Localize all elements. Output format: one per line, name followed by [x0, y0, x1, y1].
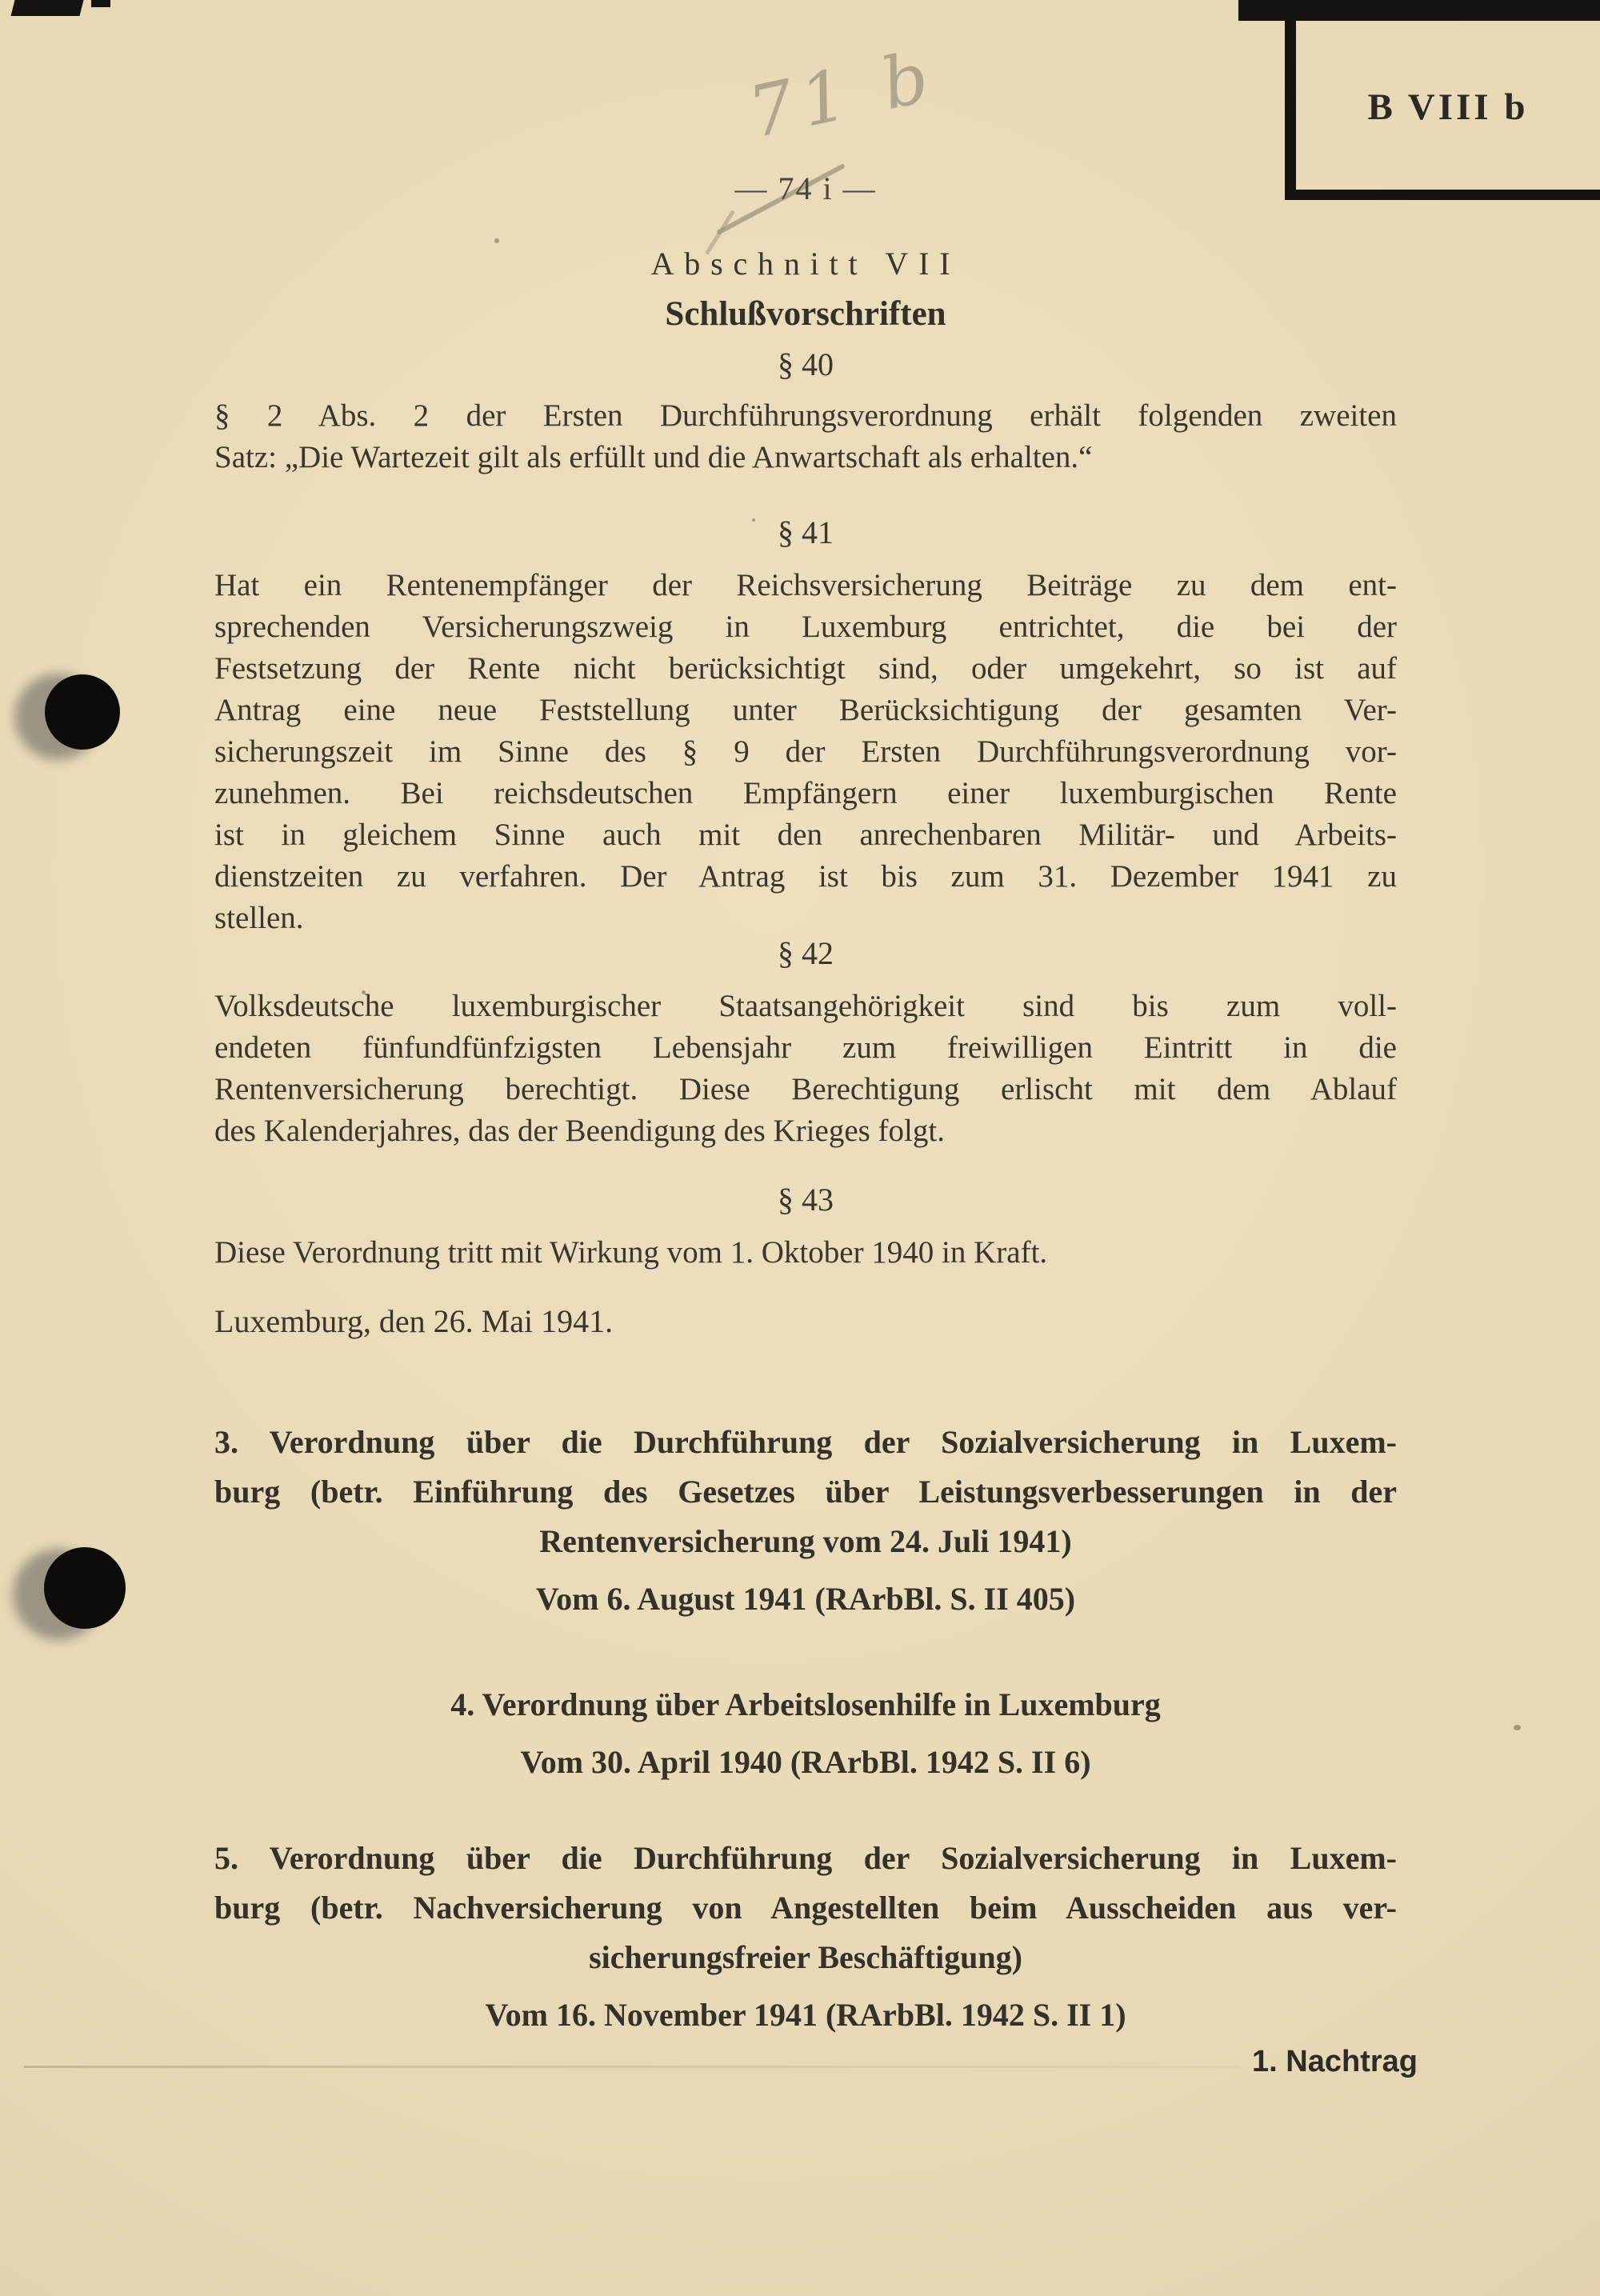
paragraph-41	[214, 565, 1397, 939]
text-line: zunehmen. Bei reichsdeutschen Empfängern einer luxemburgischen Rente	[214, 776, 1397, 810]
ordinance-item-3	[214, 1418, 1397, 1624]
text-line: Rentenversicherung berechtigt. Diese Berechtigung erlischt mit dem Ablauf	[214, 1072, 1397, 1106]
addendum-footer: 1. Nachtrag	[1252, 2045, 1418, 2078]
section-heading: Abschnitt VII	[650, 246, 961, 282]
paragraph-42	[214, 986, 1397, 1152]
page-number: — 74 i —	[734, 170, 877, 206]
text-line: endeten fünfundfünfzigsten Lebensjahr zum freiwilligen Eintritt in die	[214, 1030, 1397, 1065]
ordinance-item-4	[214, 1680, 1397, 1787]
text-line: Volksdeutsche luxemburgischer Staatsangehörigkeit sind bis zum voll-	[214, 989, 1397, 1023]
scan-edge-artifact-top-left-2	[91, 0, 110, 7]
paragraph-40	[214, 395, 1397, 478]
text-line: § 2 Abs. 2 der Ersten Durchführungsverordnung erhält folgenden zweiten	[214, 398, 1397, 433]
ordinance-title	[214, 1418, 1397, 1566]
paper-speck	[1514, 1725, 1521, 1730]
paragraph-heading-42: § 42	[778, 935, 834, 971]
text-line: sicherungsfreier Beschäftigung)	[589, 1939, 1022, 1975]
punch-hole-top	[45, 674, 120, 750]
text-line: Festsetzung der Rente nicht berücksichtigt sind, oder umgekehrt, so ist auf	[214, 651, 1397, 686]
text-line: Diese Verordnung tritt mit Wirkung vom 1. Oktober 1940 in Kraft.	[214, 1235, 1048, 1270]
text-line: 3. Verordnung über die Durchführung der Sozialversicherung in Luxem-	[214, 1424, 1397, 1460]
text-line: sicherungszeit im Sinne des § 9 der Ersten Durchführungsverordnung vor-	[214, 734, 1397, 769]
ordinance-title	[214, 1834, 1397, 1982]
text-line: des Kalenderjahres, das der Beendigung des Krieges folgt.	[214, 1114, 945, 1148]
text-line: dienstzeiten zu verfahren. Der Antrag ist bis zum 31. Dezember 1941 zu	[214, 859, 1397, 894]
scan-edge-artifact-top-left	[11, 0, 84, 16]
ordinance-date: Vom 30. April 1940 (RArbBl. 1942 S. II 6)	[520, 1744, 1091, 1780]
classification-label: B VIII b	[1367, 86, 1529, 128]
text-line: burg (betr. Nachversicherung von Angestellten beim Ausscheiden aus ver-	[214, 1890, 1397, 1926]
ordinance-item-5	[214, 1834, 1397, 2040]
handwritten-pencil-note: 71 b	[741, 34, 944, 154]
dateline: Luxemburg, den 26. Mai 1941.	[214, 1303, 614, 1339]
text-line: 5. Verordnung über die Durchführung der Sozialversicherung in Luxem-	[214, 1840, 1397, 1876]
paragraph-43	[214, 1232, 1397, 1274]
text-line: Rentenversicherung vom 24. Juli 1941)	[539, 1523, 1072, 1559]
ordinance-date: Vom 6. August 1941 (RArbBl. S. II 405)	[535, 1581, 1076, 1617]
text-line: ist in gleichem Sinne auch mit den anrechenbaren Militär- und Arbeits-	[214, 818, 1397, 852]
punch-hole-bottom	[44, 1547, 126, 1629]
text-line: burg (betr. Einführung des Gesetzes über Leistungsverbesserungen in der	[214, 1474, 1397, 1510]
text-column	[214, 0, 1397, 2296]
text-line: Hat ein Rentenempfänger der Reichsversicherung Beiträge zu dem ent-	[214, 568, 1397, 602]
text-line: 4. Verordnung über Arbeitslosenhilfe in Luxemburg	[450, 1686, 1161, 1722]
paragraph-heading-40: § 40	[778, 346, 834, 382]
ordinance-date: Vom 16. November 1941 (RArbBl. 1942 S. II 1)	[485, 1997, 1126, 2033]
text-line: stellen.	[214, 901, 304, 935]
paragraph-heading-41: § 41	[778, 514, 834, 550]
text-line: sprechenden Versicherungszweig in Luxemburg entrichtet, die bei der	[214, 610, 1397, 644]
text-line: Antrag eine neue Feststellung unter Berücksichtigung der gesamten Ver-	[214, 693, 1397, 727]
text-line: Satz: „Die Wartezeit gilt als erfüllt und die Anwartschaft als erhalten.“	[214, 440, 1093, 474]
ordinance-title	[214, 1680, 1397, 1730]
paragraph-heading-43: § 43	[778, 1182, 834, 1218]
section-subtitle: Schlußvorschriften	[665, 295, 946, 333]
